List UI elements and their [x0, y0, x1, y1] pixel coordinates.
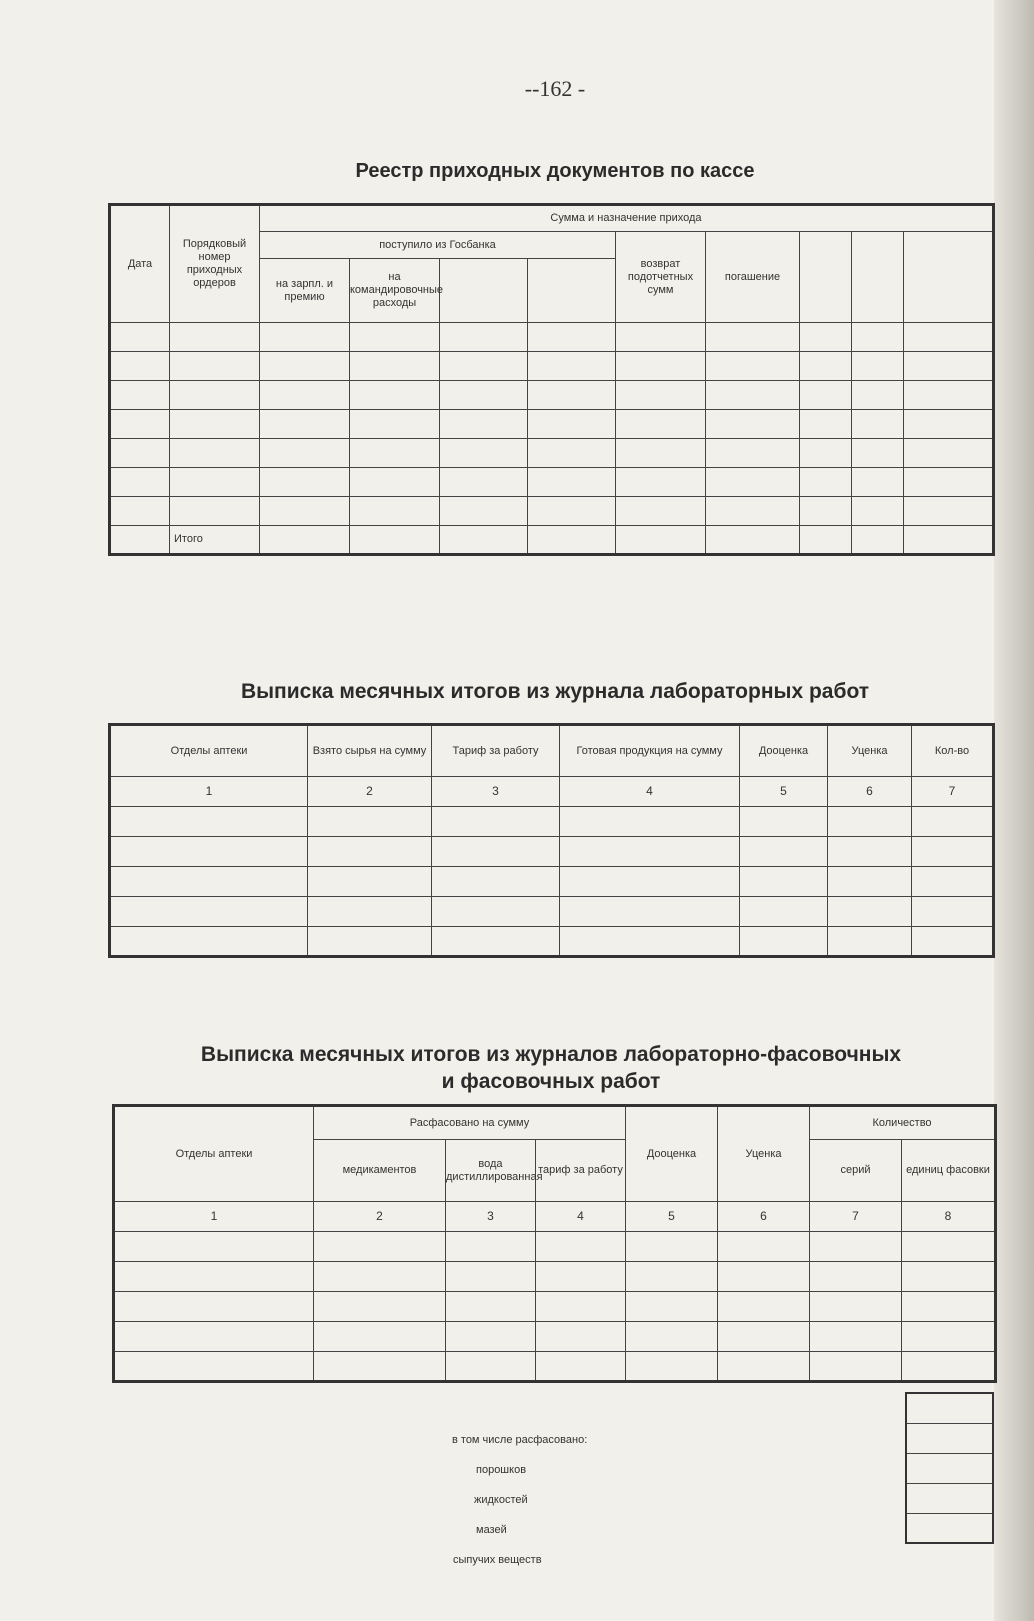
table-row — [906, 1453, 993, 1483]
table-row — [110, 927, 994, 957]
table-row — [906, 1393, 993, 1423]
packed-breakdown-boxes — [905, 1392, 994, 1544]
header-markup: Дооценка — [740, 725, 828, 777]
table-row — [110, 323, 994, 352]
registry-table — [108, 203, 995, 556]
table-row — [110, 468, 994, 497]
lab-journal-title: Выписка месячных итогов из журнала лабораторных работ — [240, 680, 870, 703]
header-empty-cell — [852, 232, 904, 323]
packing-journal-title-line1: Выписка месячных итогов из журналов лабораторно-фасовочных — [200, 1043, 902, 1066]
registry-title: Реестр приходных документов по кассе — [355, 160, 755, 182]
header-units: единиц фасовки — [902, 1140, 996, 1202]
header-empty-cell — [800, 232, 852, 323]
column-number: 4 — [560, 777, 740, 807]
header-repayment: погашение — [706, 232, 800, 323]
packing-journal-table — [112, 1104, 997, 1383]
header-order-number: Порядковый номер приходных ордеров — [170, 205, 260, 323]
table-row — [110, 439, 994, 468]
sub-item-liquids: жидкостей — [474, 1494, 528, 1506]
table-row — [110, 410, 994, 439]
column-number-row — [110, 777, 994, 807]
header-markdown: Уценка — [828, 725, 912, 777]
table-row — [114, 1262, 996, 1292]
including-label: в том числе расфасовано: — [452, 1434, 588, 1446]
column-number: 6 — [828, 777, 912, 807]
table-row — [110, 497, 994, 526]
table-row — [110, 897, 994, 927]
table-row — [906, 1513, 993, 1543]
sub-item-ointments: мазей — [476, 1524, 507, 1536]
header-departments: Отделы аптеки — [110, 725, 308, 777]
table-row — [110, 807, 994, 837]
column-number: 1 — [114, 1202, 314, 1232]
table-row — [906, 1483, 993, 1513]
header-markdown: Уценка — [718, 1106, 810, 1202]
column-number: 5 — [626, 1202, 718, 1232]
column-number: 4 — [536, 1202, 626, 1232]
header-distilled-water: вода дистиллированная — [446, 1140, 536, 1202]
column-number: 8 — [902, 1202, 996, 1232]
header-raw-materials: Взято сырья на сумму — [308, 725, 432, 777]
table-row — [110, 352, 994, 381]
header-finished-products: Готовая продукция на сумму — [560, 725, 740, 777]
sub-item-bulk-substances: сыпучих веществ — [453, 1554, 542, 1566]
header-travel: на командировочные расходы — [350, 259, 440, 323]
header-tariff: Тариф за работу — [432, 725, 560, 777]
table-row — [906, 1423, 993, 1453]
column-number: 7 — [810, 1202, 902, 1232]
column-number: 5 — [740, 777, 828, 807]
lab-journal-table — [108, 723, 995, 958]
header-quantity: Кол-во — [912, 725, 994, 777]
column-number: 6 — [718, 1202, 810, 1232]
header-markup: Дооценка — [626, 1106, 718, 1202]
table-row — [110, 867, 994, 897]
header-departments: Отделы аптеки — [114, 1106, 314, 1202]
page-edge-shadow — [994, 0, 1034, 1621]
header-date: Дата — [110, 205, 170, 323]
column-number-row — [114, 1202, 996, 1232]
total-label: Итого — [170, 526, 260, 555]
table-row — [110, 837, 994, 867]
header-tariff: тариф за работу — [536, 1140, 626, 1202]
table-row — [114, 1232, 996, 1262]
sub-item-powders: порошков — [476, 1464, 527, 1476]
header-series: серий — [810, 1140, 902, 1202]
header-amount-purpose: Сумма и назначение прихода — [260, 205, 994, 232]
header-packed-amount: Расфасовано на сумму — [314, 1106, 626, 1140]
table-row — [114, 1292, 996, 1322]
table-row — [110, 381, 994, 410]
header-empty-cell — [904, 232, 994, 323]
table-row — [114, 1322, 996, 1352]
header-empty-cell — [528, 259, 616, 323]
column-number: 7 — [912, 777, 994, 807]
column-number: 2 — [308, 777, 432, 807]
table-row — [114, 1352, 996, 1382]
page-number: --162 - — [524, 76, 586, 101]
header-medicines: медикаментов — [314, 1140, 446, 1202]
column-number: 2 — [314, 1202, 446, 1232]
header-gosbank: поступило из Госбанка — [260, 232, 616, 259]
header-empty-cell — [440, 259, 528, 323]
total-row — [110, 526, 994, 555]
header-salary: на зарпл. и премию — [260, 259, 350, 323]
column-number: 1 — [110, 777, 308, 807]
column-number: 3 — [446, 1202, 536, 1232]
header-return: возврат подотчетных сумм — [616, 232, 706, 323]
packing-journal-title-line2: и фасовочных работ — [441, 1070, 661, 1093]
column-number: 3 — [432, 777, 560, 807]
header-quantity: Количество — [810, 1106, 996, 1140]
